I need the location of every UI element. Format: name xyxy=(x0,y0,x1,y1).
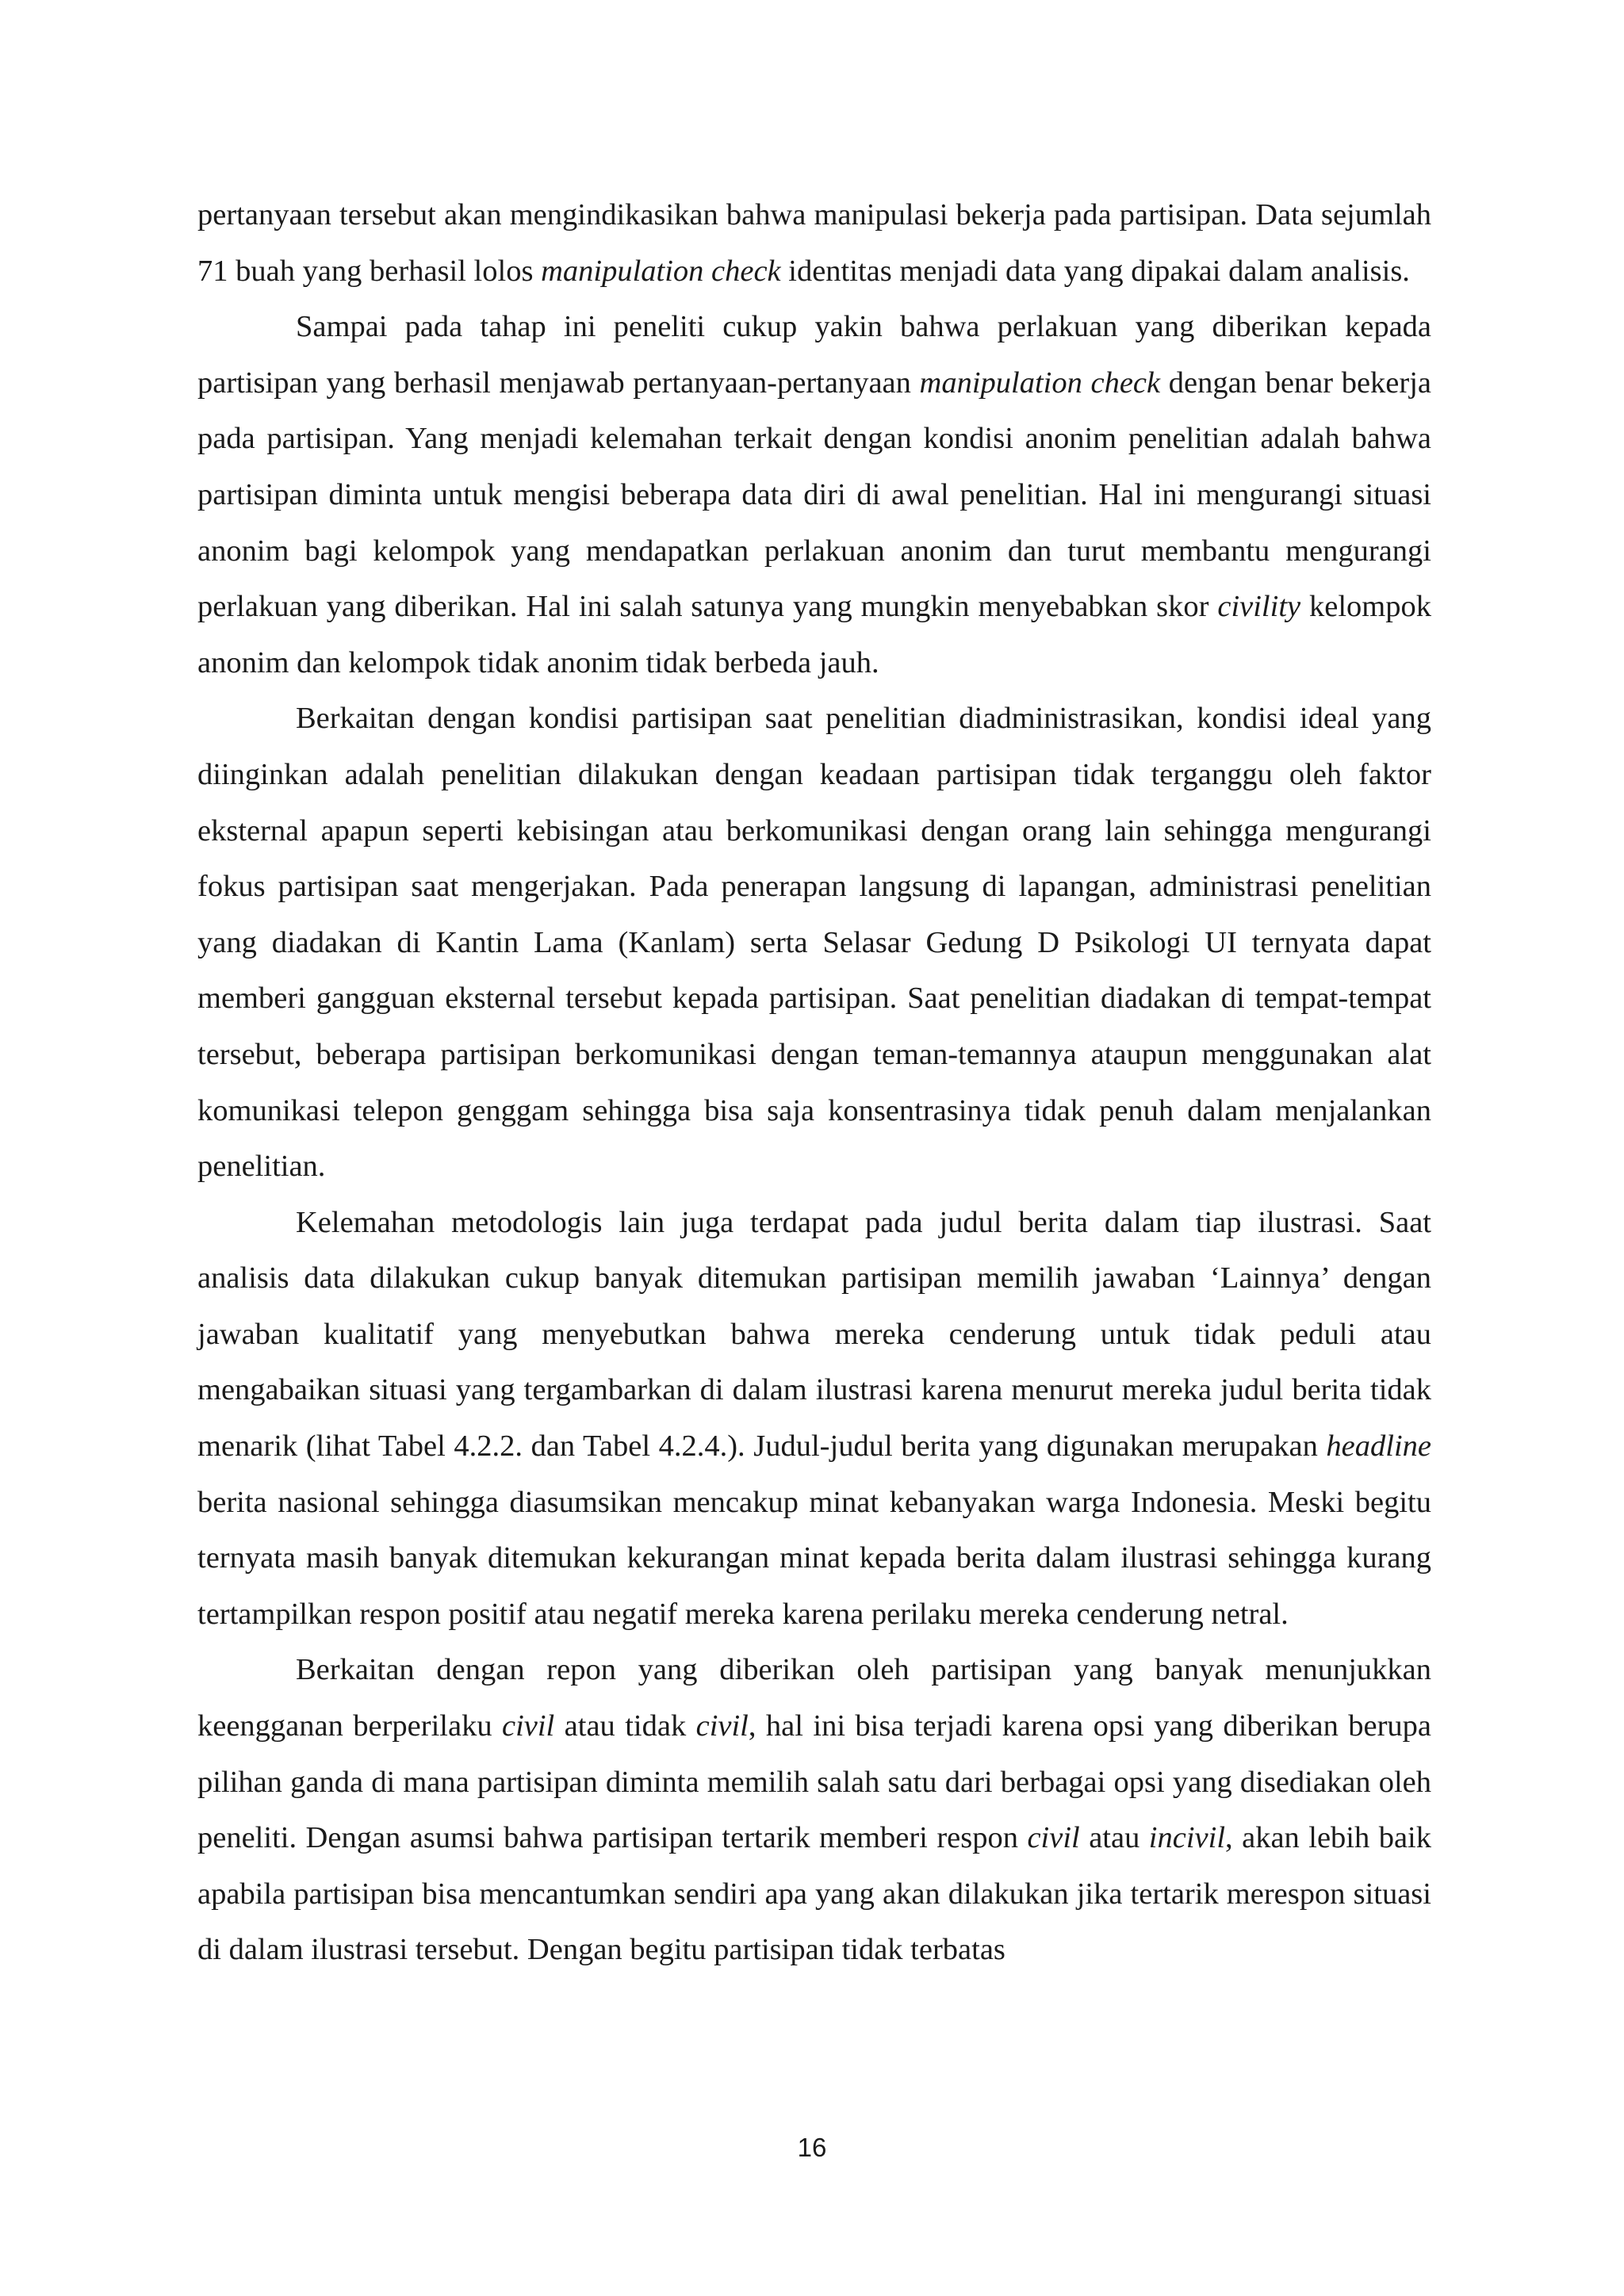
italic-term: civil xyxy=(501,1709,555,1743)
italic-term: headline xyxy=(1326,1429,1431,1464)
paragraph xyxy=(197,691,1431,1194)
text-run: , akan lebih baik apabila partisipan bisa mencantumkan sendiri apa yang akan dilakukan jika tertarik merespon situasi di dalam ilustrasi tersebut. Dengan begitu partisipan tidak terbatas xyxy=(197,1821,1431,1967)
text-run: pertanyaan tersebut akan mengindikasikan bahwa manipulasi bekerja pada partisipan. Data sejumlah 71 buah yang berhasil lolos xyxy=(197,198,1431,288)
text-run: Sampai pada tahap ini peneliti cukup yakin bahwa perlakuan yang diberikan kepada partisipan yang berhasil menjawab pertanyaan-pertanyaan xyxy=(197,310,1431,400)
italic-term: civil xyxy=(695,1709,749,1743)
italic-term: manipulation check xyxy=(919,365,1161,400)
text-run: atau tidak xyxy=(554,1709,696,1743)
body-text xyxy=(197,187,1431,1978)
text-run: dengan benar bekerja pada partisipan. Yang menjadi kelemahan terkait dengan kondisi anonim penelitian adalah bahwa partisipan diminta untuk mengisi beberapa data diri di awal penelitian. Hal ini mengurangi situasi anonim bagi kelompok yang mendapatkan perlakuan anonim dan turut membantu mengurangi perlakuan yang diberikan. Hal ini salah satunya yang mungkin menyebabkan skor xyxy=(197,365,1431,624)
paragraph xyxy=(197,1642,1431,1978)
paragraph xyxy=(197,187,1431,299)
text-run: atau xyxy=(1079,1821,1149,1855)
italic-term: civility xyxy=(1217,590,1301,624)
text-run: identitas menjadi data yang dipakai dalam analisis. xyxy=(780,254,1410,288)
italic-term: civil xyxy=(1027,1821,1080,1855)
text-run: kelompok anonim dan kelompok tidak anonim tidak berbeda jauh. xyxy=(197,590,1431,679)
text-run: Kelemahan metodologis lain juga terdapat pada judul berita dalam tiap ilustrasi. Saat analisis data dilakukan cukup banyak ditemukan partisipan memilih jawaban ‘Lainnya’ dengan jawaban kualitatif yang menyebutkan bahwa mereka cenderung untuk tidak peduli atau mengabaikan situasi yang tergambarkan di dalam ilustrasi karena menurut mereka judul berita tidak menarik (lihat Tabel 4.2.2. dan Tabel 4.2.4.). Judul-judul berita yang digunakan merupakan xyxy=(197,1205,1431,1464)
page-number: 16 xyxy=(797,2133,827,2162)
paragraph xyxy=(197,299,1431,691)
text-run: , hal ini bisa terjadi karena opsi yang diberikan berupa pilihan ganda di mana partisipan diminta memilih salah satu dari berbagai opsi yang disediakan oleh peneliti. Dengan asumsi bahwa partisipan tertarik memberi respon xyxy=(197,1709,1431,1855)
paragraph xyxy=(197,1195,1431,1643)
italic-term: incivil xyxy=(1148,1821,1226,1855)
italic-term: manipulation check xyxy=(541,254,781,288)
text-run: berita nasional sehingga diasumsikan mencakup minat kebanyakan warga Indonesia. Meski begitu ternyata masih banyak ditemukan kekurangan minat kepada berita dalam ilustrasi sehingga kurang tertampilkan respon positif atau negatif mereka karena perilaku mereka cenderung netral. xyxy=(197,1485,1431,1631)
text-run: Berkaitan dengan repon yang diberikan oleh partisipan yang banyak menunjukkan keengganan berperilaku xyxy=(197,1653,1431,1743)
text-run: Berkaitan dengan kondisi partisipan saat penelitian diadministrasikan, kondisi ideal yang diinginkan adalah penelitian dilakukan dengan keadaan partisipan tidak terganggu oleh faktor eksternal apapun seperti kebisingan atau berkomunikasi dengan orang lain sehingga mengurangi fokus partisipan saat mengerjakan. Pada penerapan langsung di lapangan, administrasi penelitian yang diadakan di Kantin Lama (Kanlam) serta Selasar Gedung D Psikologi UI ternyata dapat memberi gangguan eksternal tersebut kepada partisipan. Saat penelitian diadakan di tempat-tempat tersebut, beberapa partisipan berkomunikasi dengan teman-temannya ataupun menggunakan alat komunikasi telepon genggam sehingga bisa saja konsentrasinya tidak penuh dalam menjalankan penelitian. xyxy=(197,702,1431,1184)
